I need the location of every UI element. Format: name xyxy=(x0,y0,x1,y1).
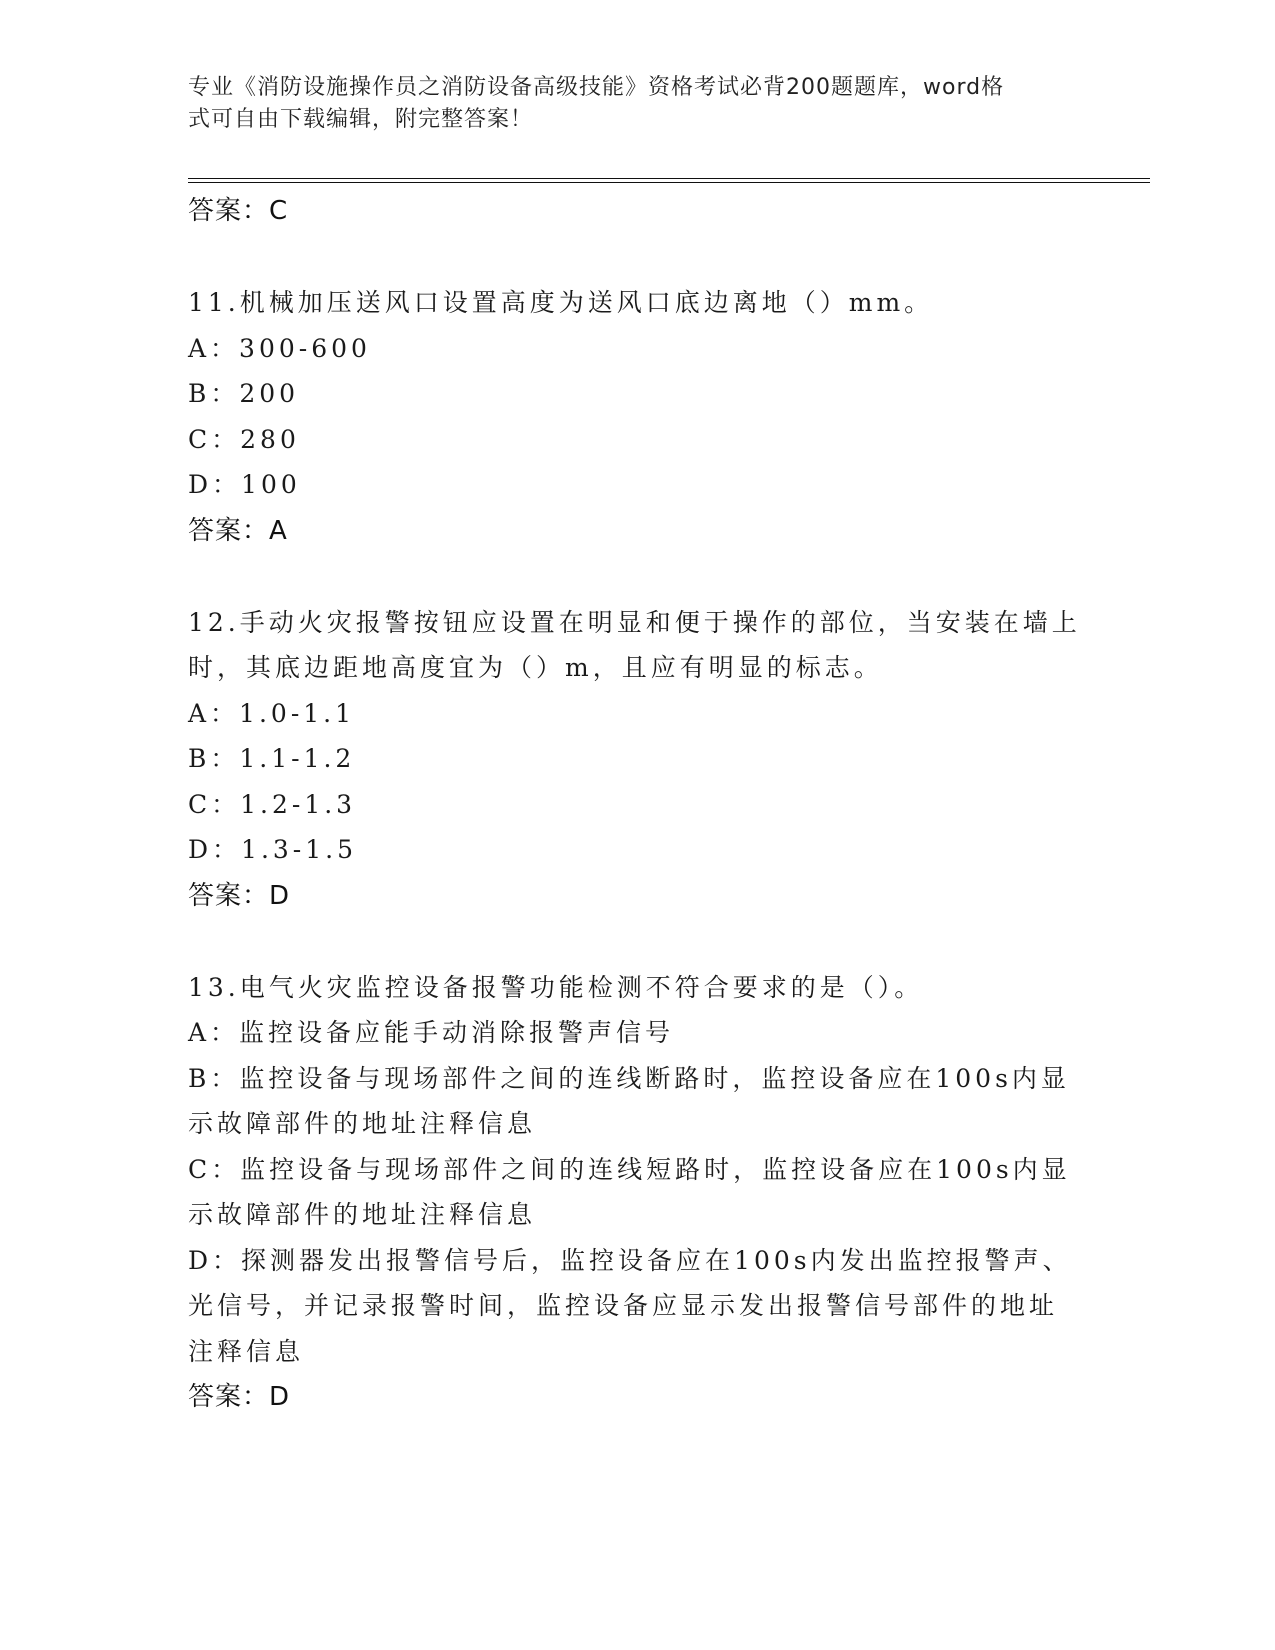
option-c: C：监控设备与现场部件之间的连线短路时，监控设备应在100s内显 xyxy=(188,1154,1071,1184)
header-line-1: 专业《消防设施操作员之消防设备高级技能》资格考试必背200题题库，word格 xyxy=(188,75,1005,100)
question-stem-line: 12.手动火灾报警按钮应设置在明显和便于操作的部位，当安装在墙上 xyxy=(188,607,1081,637)
option-d: D：探测器发出报警信号后，监控设备应在100s内发出监控报警声、 xyxy=(188,1245,1072,1275)
header-divider-bottom xyxy=(188,182,1150,183)
option-d: D：100 xyxy=(188,470,301,499)
option-a: A：监控设备应能手动消除报警声信号 xyxy=(188,1018,675,1047)
option-b: B：200 xyxy=(188,379,300,408)
option-b: B：1.1-1.2 xyxy=(188,744,356,773)
option-a: A：1.0-1.1 xyxy=(188,698,356,728)
question-stem-line: 13.电气火灾监控设备报警功能检测不符合要求的是（）。 xyxy=(188,972,924,1002)
option-b-continued: 示故障部件的地址注释信息 xyxy=(188,1109,537,1138)
option-d-continued: 注释信息 xyxy=(188,1336,305,1366)
question-content xyxy=(188,188,1088,1420)
option-c: C：280 xyxy=(188,424,300,454)
question-stem-line: 11.机械加压送风口设置高度为送风口底边离地（）mm。 xyxy=(188,288,934,317)
header-line-2: 式可自由下载编辑，附完整答案！ xyxy=(188,107,534,132)
option-a: A：300-600 xyxy=(188,333,371,363)
option-c-continued: 示故障部件的地址注释信息 xyxy=(188,1200,537,1229)
option-d-continued: 光信号，并记录报警时间，监控设备应显示发出报警信号部件的地址 xyxy=(188,1291,1059,1320)
answer-label: 答案：D xyxy=(188,1382,291,1412)
question-12 xyxy=(188,600,1088,919)
answer-label: 答案：D xyxy=(188,880,291,911)
question-11 xyxy=(188,280,1088,554)
previous-answer: 答案：C xyxy=(188,196,289,226)
header-divider-top xyxy=(188,178,1150,179)
option-d: D：1.3-1.5 xyxy=(188,835,358,864)
answer-label: 答案：A xyxy=(188,515,288,546)
option-c: C：1.2-1.3 xyxy=(188,789,357,819)
question-13 xyxy=(188,965,1088,1421)
question-stem-line: 时，其底边距地高度宜为（）m，且应有明显的标志。 xyxy=(188,653,883,682)
document-header xyxy=(188,72,1068,136)
option-b: B：监控设备与现场部件之间的连线断路时，监控设备应在100s内显 xyxy=(188,1063,1070,1093)
